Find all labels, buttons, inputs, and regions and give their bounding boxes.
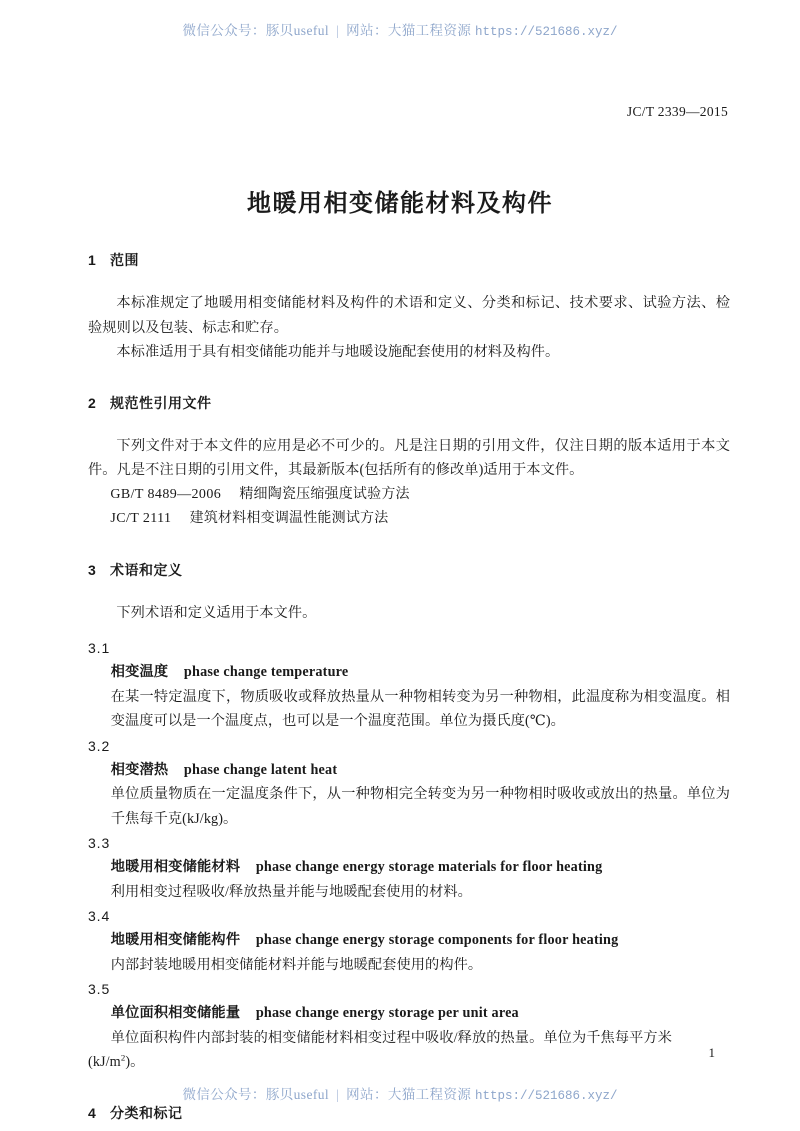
watermark-url-bottom: https://521686.xyz/	[475, 1089, 618, 1103]
watermark-top	[0, 19, 800, 39]
term-definition-3-1: 在某一特定温度下，物质吸收或释放热量从一种物相转变为另一种物相，此温度称为相变温度。相变温度可以是一个温度点，也可以是一个温度范围。单位为摄氏度(℃)。	[110, 688, 730, 729]
document-body	[88, 250, 730, 1124]
term-number-3-2: 3.2	[88, 737, 111, 754]
term-en-3-5: phase change energy storage per unit area	[255, 1005, 519, 1021]
term-definition-3-5-part1: 单位面积构件内部封装的相变储能材料相变过程中吸收/释放的热量。单位为千焦每平方米	[110, 1029, 672, 1046]
reference-title-2: 建筑材料相变调温性能测试方法	[189, 511, 389, 526]
reference-title-1: 精细陶瓷压缩强度试验方法	[239, 486, 410, 502]
watermark-wechat-label: 微信公众号：豚贝useful	[182, 23, 330, 38]
section-number-1: 1	[88, 252, 97, 268]
section-heading-1	[88, 250, 730, 271]
watermark-url: https://521686.xyz/	[475, 25, 618, 39]
term-heading-3-3	[88, 855, 730, 880]
section-2-paragraph-1: 下列文件对于本文件的应用是必不可少的。凡是注日期的引用文件，仅注日期的版本适用于本文件。凡是不注日期的引用文件，其最新版本(包括所有的修改单)适用于本文件。	[88, 437, 730, 478]
term-heading-3-5	[88, 1001, 730, 1026]
term-en-3-1: phase change temperature	[183, 664, 349, 680]
term-en-3-3: phase change energy storage materials for floor heating	[255, 859, 603, 875]
page-number: 1	[708, 1045, 715, 1060]
standard-number: JC/T 2339—2015	[626, 104, 728, 119]
section-1-paragraph-1: 本标准规定了地暖用相变储能材料及构件的术语和定义、分类和标记、技术要求、试验方法、检验规则以及包装、标志和贮存。	[88, 295, 730, 336]
term-definition-3-5	[88, 1026, 730, 1051]
section-number-4: 4	[88, 1104, 97, 1121]
reference-code-1: GB/T 8489—2006	[110, 486, 222, 502]
section-heading-4	[88, 1103, 730, 1124]
watermark-bottom	[0, 1083, 800, 1103]
unit-exponent: 2	[120, 1052, 126, 1063]
term-definition-3-2: 单位质量物质在一定温度条件下，从一种物相完全转变为另一种物相时吸收或放出的热量。单位为千焦每千克(kJ/kg)。	[110, 786, 730, 827]
page-title: 地暖用相变储能材料及构件	[247, 190, 553, 217]
section-heading-3	[88, 560, 730, 581]
section-number-2: 2	[88, 394, 97, 411]
section-title-1: 范围	[110, 252, 139, 268]
term-number-3-4: 3.4	[88, 908, 111, 924]
term-heading-3-1	[88, 660, 730, 685]
term-definition-3-5-unit	[88, 1050, 730, 1075]
watermark-site-label-bottom: 网站：大猫工程资源	[346, 1087, 472, 1102]
unit-prefix: (kJ/m	[88, 1054, 121, 1070]
normative-reference-1	[88, 483, 730, 508]
section-1-paragraph-2: 本标准适用于具有相变储能功能并与地暖设施配套使用的材料及构件。	[116, 344, 560, 360]
term-heading-3-4	[88, 928, 730, 953]
normative-reference-2	[88, 507, 730, 532]
term-definition-3-3: 利用相变过程吸收/释放热量并能与地暖配套使用的材料。	[110, 883, 472, 900]
section-title-2: 规范性引用文件	[110, 394, 212, 411]
watermark-separator: |	[336, 23, 340, 38]
watermark-separator-bottom: |	[336, 1087, 340, 1102]
term-en-3-2: phase change latent heat	[183, 761, 338, 778]
section-number-3: 3	[88, 561, 97, 578]
watermark-site-label: 网站：大猫工程资源	[346, 23, 472, 38]
term-number-3-1: 3.1	[88, 640, 111, 656]
term-cn-3-3: 地暖用相变储能材料	[110, 859, 241, 875]
term-cn-3-2: 相变潜热	[110, 761, 169, 778]
term-number-3-5: 3.5	[88, 981, 111, 997]
term-cn-3-1: 相变温度	[110, 664, 169, 680]
section-heading-2	[88, 393, 730, 414]
term-number-3-3: 3.3	[88, 835, 111, 851]
unit-suffix: )。	[125, 1054, 145, 1070]
term-heading-3-2	[88, 758, 730, 783]
term-cn-3-4: 地暖用相变储能构件	[110, 932, 241, 948]
term-en-3-4: phase change energy storage components for floor heating	[255, 932, 619, 948]
watermark-wechat-label-bottom: 微信公众号：豚贝useful	[182, 1087, 330, 1102]
section-3-paragraph-1: 下列术语和定义适用于本文件。	[116, 604, 317, 621]
term-definition-3-4: 内部封装地暖用相变储能材料并能与地暖配套使用的构件。	[110, 956, 483, 973]
section-title-3: 术语和定义	[110, 561, 183, 578]
reference-code-2: JC/T 2111	[110, 511, 172, 526]
section-title-4: 分类和标记	[110, 1104, 183, 1121]
term-cn-3-5: 单位面积相变储能量	[110, 1005, 241, 1021]
